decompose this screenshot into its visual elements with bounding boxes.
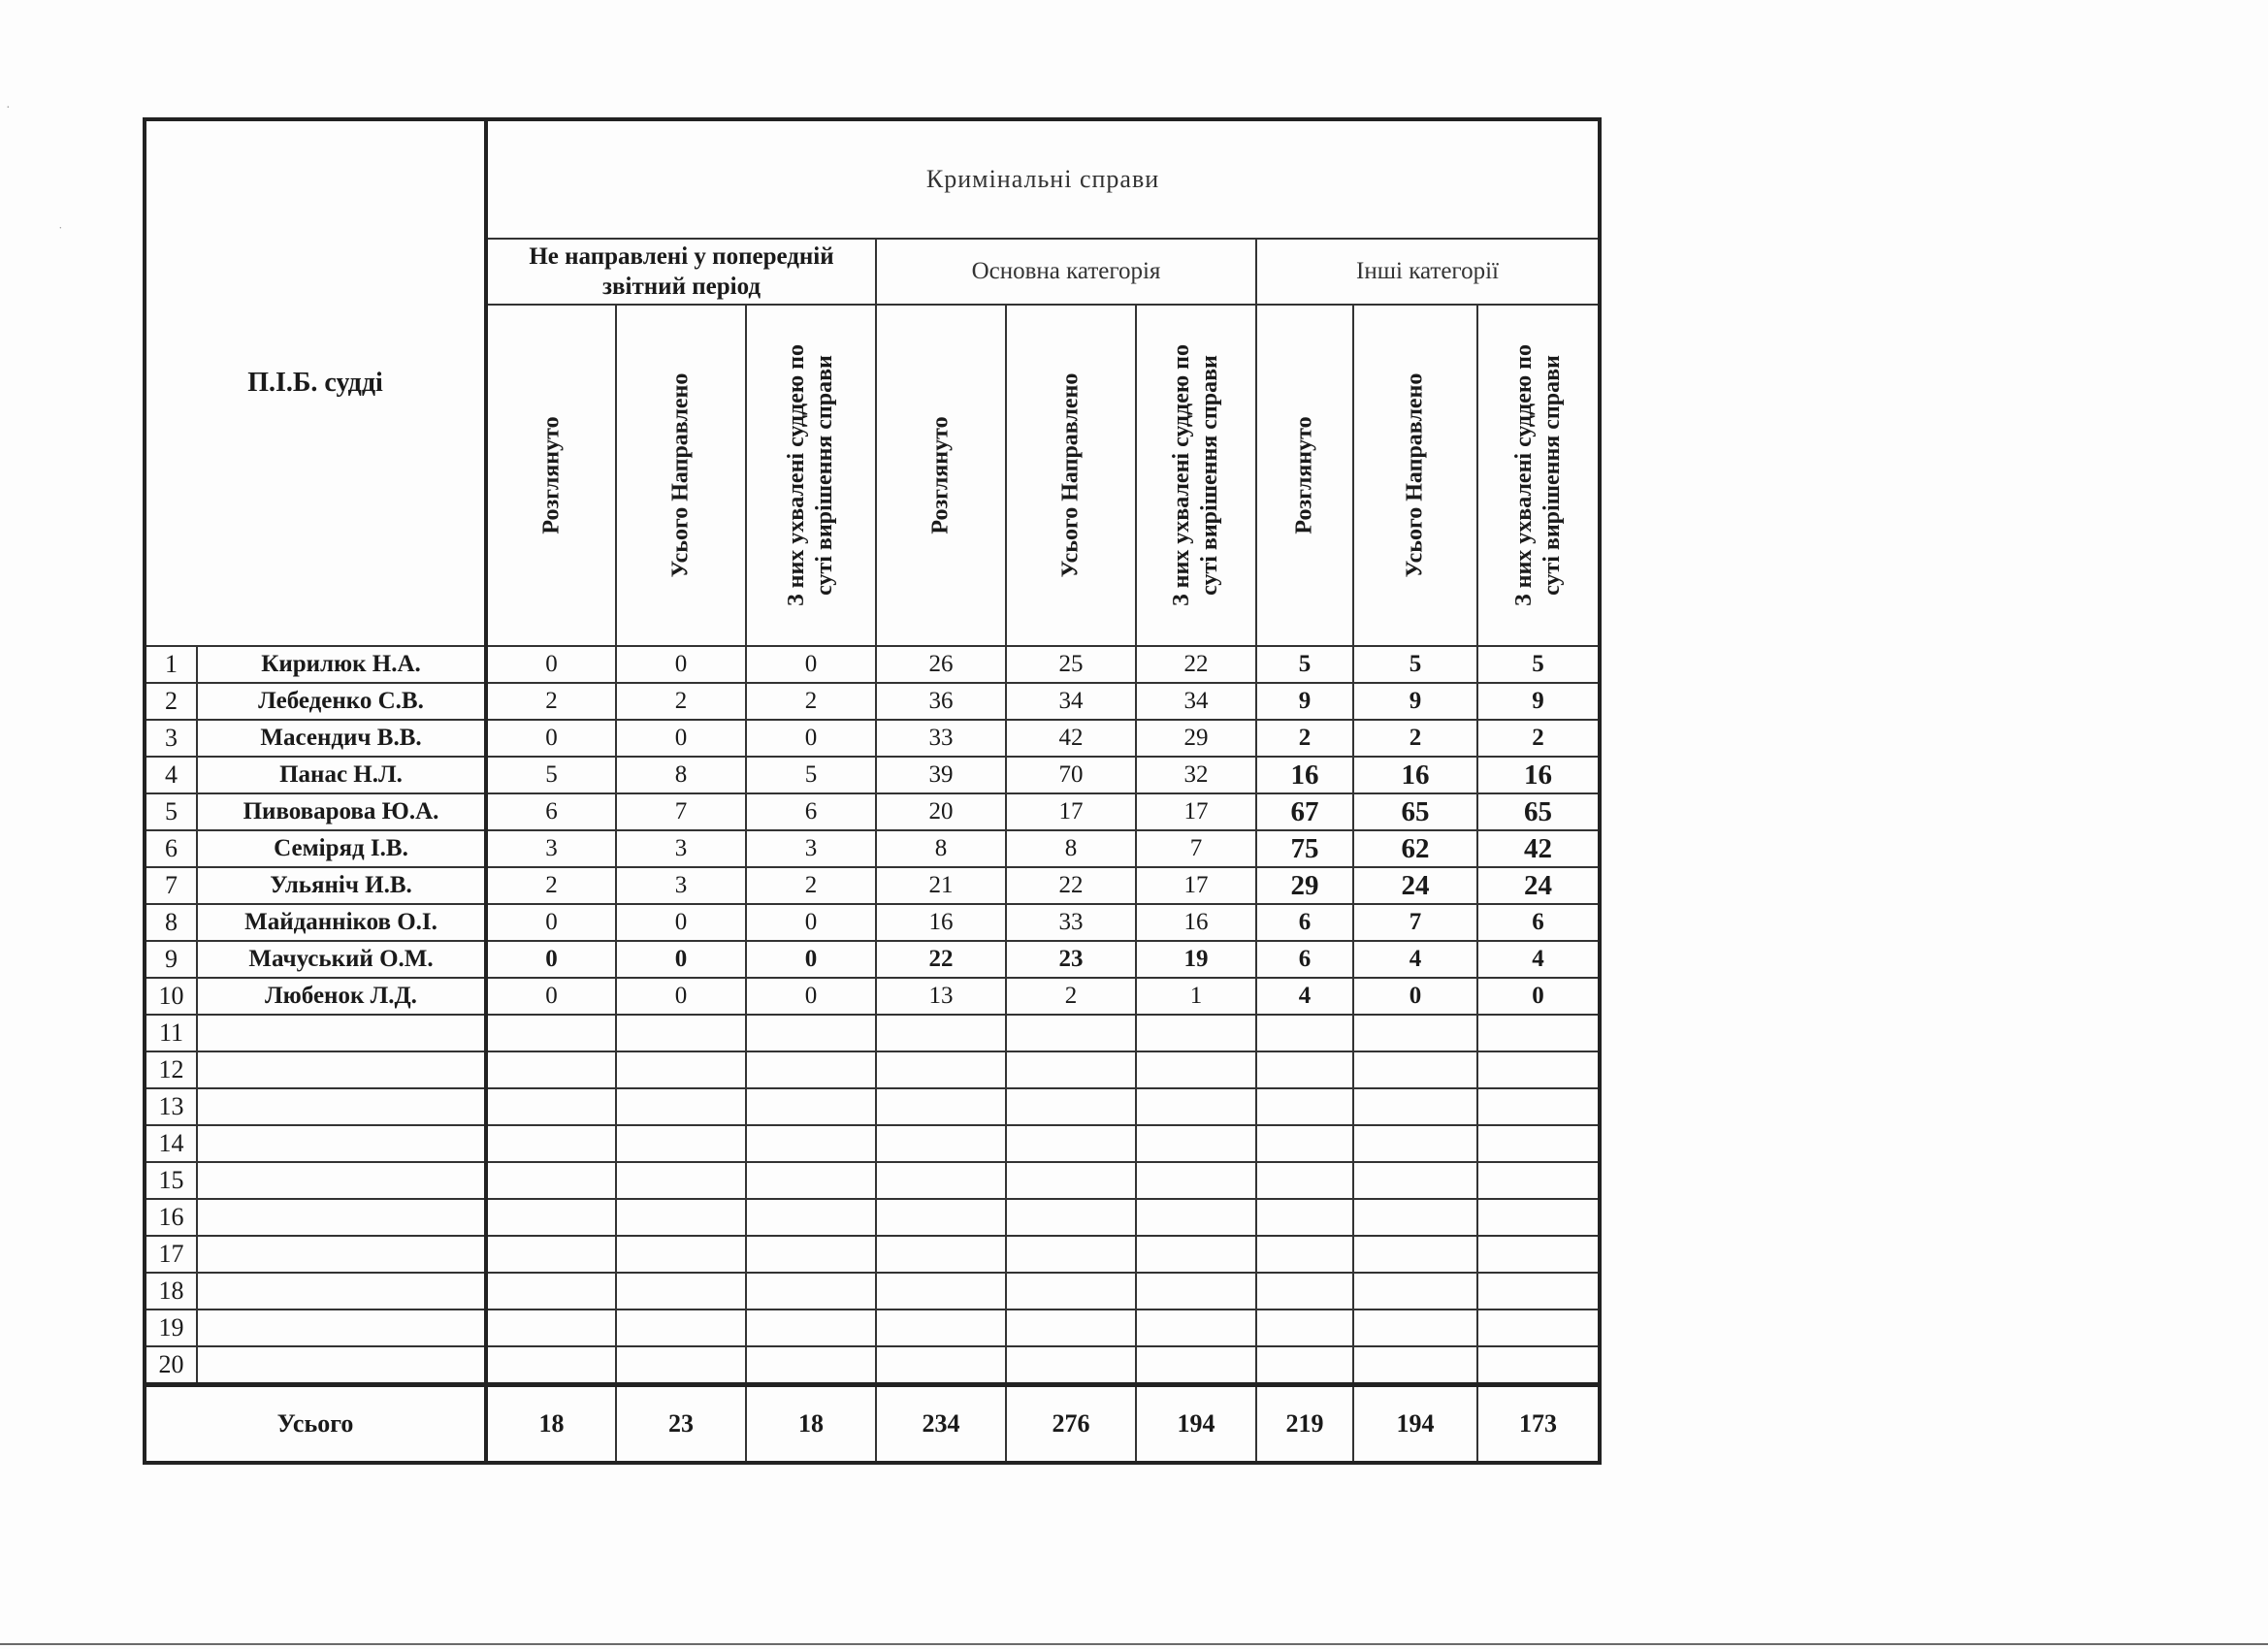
value-cell: 42 (1477, 830, 1600, 867)
table-row (145, 978, 1600, 1015)
value-cell (486, 1125, 616, 1162)
value-cell (1136, 1236, 1256, 1273)
value-cell (1136, 1125, 1256, 1162)
scan-speck: ˙ (58, 225, 63, 240)
value-cell: 6 (486, 793, 616, 830)
value-cell (616, 1273, 746, 1310)
value-cell: 33 (876, 720, 1006, 757)
value-cell (746, 1346, 876, 1385)
value-cell: 7 (1353, 904, 1477, 941)
value-cell (1477, 1199, 1600, 1236)
value-cell (1136, 1051, 1256, 1088)
value-cell (1256, 1236, 1353, 1273)
value-cell (746, 1125, 876, 1162)
value-cell (746, 1088, 876, 1125)
value-cell: 3 (486, 830, 616, 867)
value-cell: 26 (876, 646, 1006, 683)
value-cell (486, 1310, 616, 1346)
value-cell: 3 (616, 867, 746, 904)
table-row (145, 757, 1600, 793)
judge-name: Любенок Л.Д. (197, 978, 486, 1015)
value-cell: 16 (1477, 757, 1600, 793)
value-cell (1477, 1273, 1600, 1310)
value-cell: 8 (1006, 830, 1136, 867)
value-cell: 65 (1353, 793, 1477, 830)
value-cell: 4 (1256, 978, 1353, 1015)
value-cell: 16 (876, 904, 1006, 941)
value-cell (1256, 1015, 1353, 1051)
judge-name (197, 1088, 486, 1125)
value-cell: 0 (1477, 978, 1600, 1015)
value-cell (616, 1125, 746, 1162)
value-cell: 20 (876, 793, 1006, 830)
table-row (145, 1088, 1600, 1125)
value-cell (1477, 1088, 1600, 1125)
value-cell (1136, 1088, 1256, 1125)
value-cell (486, 1162, 616, 1199)
value-cell (746, 1162, 876, 1199)
value-cell: 17 (1136, 793, 1256, 830)
judge-name (197, 1125, 486, 1162)
table-title: Кримінальні справи (486, 119, 1600, 239)
value-cell: 0 (616, 904, 746, 941)
value-cell (1006, 1346, 1136, 1385)
total-cell: 234 (876, 1385, 1006, 1464)
judge-name: Мачуський О.М. (197, 941, 486, 978)
value-cell: 6 (1256, 904, 1353, 941)
row-number: 12 (145, 1051, 197, 1088)
value-cell: 3 (746, 830, 876, 867)
value-cell: 2 (1006, 978, 1136, 1015)
value-cell: 13 (876, 978, 1006, 1015)
value-cell (1136, 1199, 1256, 1236)
value-cell (1136, 1346, 1256, 1385)
row-number: 19 (145, 1310, 197, 1346)
criminal-cases-table (143, 117, 1602, 1465)
group-header-main-category: Основна категорія (876, 239, 1256, 305)
row-number: 14 (145, 1125, 197, 1162)
table-row (145, 1015, 1600, 1051)
value-cell: 0 (616, 646, 746, 683)
value-cell (486, 1088, 616, 1125)
value-cell (486, 1199, 616, 1236)
value-cell (876, 1236, 1006, 1273)
value-cell: 8 (616, 757, 746, 793)
judge-name (197, 1273, 486, 1310)
value-cell: 23 (1006, 941, 1136, 978)
table-row (145, 941, 1600, 978)
value-cell: 34 (1006, 683, 1136, 720)
value-cell (616, 1051, 746, 1088)
row-number: 3 (145, 720, 197, 757)
table-row (145, 1236, 1600, 1273)
table-row (145, 683, 1600, 720)
value-cell: 5 (1256, 646, 1353, 683)
value-cell (1353, 1162, 1477, 1199)
value-cell: 62 (1353, 830, 1477, 867)
table-row (145, 1346, 1600, 1385)
value-cell: 2 (746, 683, 876, 720)
value-cell (1353, 1015, 1477, 1051)
value-cell: 8 (876, 830, 1006, 867)
value-cell: 0 (486, 978, 616, 1015)
value-cell (1477, 1236, 1600, 1273)
value-cell: 0 (616, 720, 746, 757)
value-cell (616, 1199, 746, 1236)
value-cell: 25 (1006, 646, 1136, 683)
table-row (145, 830, 1600, 867)
total-cell: 276 (1006, 1385, 1136, 1464)
value-cell: 0 (616, 941, 746, 978)
value-cell (876, 1051, 1006, 1088)
group-header-line: Не направлені у попередній (529, 242, 834, 270)
value-cell: 0 (486, 646, 616, 683)
value-cell: 0 (486, 941, 616, 978)
value-cell (1353, 1273, 1477, 1310)
total-cell: 23 (616, 1385, 746, 1464)
value-cell: 39 (876, 757, 1006, 793)
subheader-decided: З них ухвалені суддею по суті вирішення справи (1477, 305, 1600, 646)
judge-name: Масендич В.В. (197, 720, 486, 757)
value-cell (876, 1088, 1006, 1125)
value-cell: 9 (1353, 683, 1477, 720)
value-cell (1006, 1015, 1136, 1051)
judge-name (197, 1236, 486, 1273)
total-cell: 173 (1477, 1385, 1600, 1464)
judge-name (197, 1199, 486, 1236)
value-cell: 17 (1006, 793, 1136, 830)
total-row (145, 1385, 1600, 1464)
value-cell: 0 (746, 941, 876, 978)
value-cell (1136, 1273, 1256, 1310)
value-cell (1006, 1273, 1136, 1310)
row-number: 10 (145, 978, 197, 1015)
value-cell: 0 (616, 978, 746, 1015)
value-cell: 6 (1477, 904, 1600, 941)
value-cell: 42 (1006, 720, 1136, 757)
row-number: 1 (145, 646, 197, 683)
value-cell (486, 1273, 616, 1310)
value-cell (486, 1346, 616, 1385)
value-cell (1477, 1162, 1600, 1199)
table-row (145, 720, 1600, 757)
value-cell (1353, 1125, 1477, 1162)
judge-name (197, 1051, 486, 1088)
value-cell (1256, 1199, 1353, 1236)
value-cell (1353, 1236, 1477, 1273)
table-row (145, 793, 1600, 830)
total-cell: 219 (1256, 1385, 1353, 1464)
value-cell (746, 1199, 876, 1236)
value-cell (1006, 1051, 1136, 1088)
row-number: 17 (145, 1236, 197, 1273)
row-number: 15 (145, 1162, 197, 1199)
value-cell: 2 (486, 683, 616, 720)
judge-name: Майданніков О.І. (197, 904, 486, 941)
value-cell: 3 (616, 830, 746, 867)
value-cell: 0 (746, 720, 876, 757)
value-cell: 5 (1353, 646, 1477, 683)
row-number: 11 (145, 1015, 197, 1051)
value-cell (1477, 1051, 1600, 1088)
judge-name: Панас Н.Л. (197, 757, 486, 793)
value-cell (1477, 1015, 1600, 1051)
row-number: 9 (145, 941, 197, 978)
value-cell (1256, 1125, 1353, 1162)
value-cell (1136, 1310, 1256, 1346)
value-cell (1006, 1236, 1136, 1273)
judge-name (197, 1346, 486, 1385)
value-cell: 33 (1006, 904, 1136, 941)
value-cell: 6 (1256, 941, 1353, 978)
value-cell: 7 (1136, 830, 1256, 867)
table-row (145, 1125, 1600, 1162)
value-cell (876, 1310, 1006, 1346)
value-cell (1006, 1125, 1136, 1162)
value-cell: 5 (486, 757, 616, 793)
value-cell: 29 (1256, 867, 1353, 904)
value-cell (616, 1236, 746, 1273)
subheader-total-sent: Усього Направлено (1353, 305, 1477, 646)
table-row (145, 1051, 1600, 1088)
value-cell (486, 1015, 616, 1051)
judge-name: Лебеденко С.В. (197, 683, 486, 720)
table-row (145, 1273, 1600, 1310)
value-cell: 34 (1136, 683, 1256, 720)
row-number: 4 (145, 757, 197, 793)
judge-name: Пивоварова Ю.А. (197, 793, 486, 830)
value-cell (616, 1346, 746, 1385)
value-cell: 0 (746, 904, 876, 941)
value-cell (1256, 1088, 1353, 1125)
row-number: 16 (145, 1199, 197, 1236)
value-cell: 29 (1136, 720, 1256, 757)
value-cell: 65 (1477, 793, 1600, 830)
value-cell (876, 1199, 1006, 1236)
value-cell (1136, 1162, 1256, 1199)
value-cell: 9 (1256, 683, 1353, 720)
value-cell (616, 1162, 746, 1199)
value-cell: 0 (746, 646, 876, 683)
value-cell (1353, 1346, 1477, 1385)
value-cell: 0 (486, 904, 616, 941)
value-cell: 2 (746, 867, 876, 904)
value-cell: 4 (1477, 941, 1600, 978)
row-number: 13 (145, 1088, 197, 1125)
value-cell: 0 (746, 978, 876, 1015)
row-number: 18 (145, 1273, 197, 1310)
value-cell: 0 (486, 720, 616, 757)
value-cell: 2 (486, 867, 616, 904)
value-cell (1353, 1199, 1477, 1236)
value-cell: 24 (1353, 867, 1477, 904)
value-cell: 24 (1477, 867, 1600, 904)
value-cell (1006, 1310, 1136, 1346)
value-cell: 2 (616, 683, 746, 720)
value-cell (876, 1346, 1006, 1385)
row-number: 20 (145, 1346, 197, 1385)
value-cell (1353, 1310, 1477, 1346)
total-cell: 194 (1136, 1385, 1256, 1464)
value-cell: 9 (1477, 683, 1600, 720)
table-row (145, 1199, 1600, 1236)
value-cell: 5 (1477, 646, 1600, 683)
value-cell (746, 1015, 876, 1051)
judge-name: Семіряд І.В. (197, 830, 486, 867)
judge-name (197, 1162, 486, 1199)
value-cell (1477, 1346, 1600, 1385)
value-cell (1256, 1051, 1353, 1088)
subheader-total-sent: Усього Направлено (616, 305, 746, 646)
table-row (145, 867, 1600, 904)
judge-name (197, 1015, 486, 1051)
table-row (145, 1310, 1600, 1346)
value-cell (1136, 1015, 1256, 1051)
value-cell (1256, 1310, 1353, 1346)
scan-speck: · (6, 101, 11, 115)
value-cell: 36 (876, 683, 1006, 720)
group-header-other-categories: Інші категорії (1256, 239, 1600, 305)
value-cell (876, 1125, 1006, 1162)
value-cell: 22 (1006, 867, 1136, 904)
total-cell: 18 (486, 1385, 616, 1464)
value-cell (1477, 1125, 1600, 1162)
value-cell: 2 (1477, 720, 1600, 757)
value-cell (1006, 1199, 1136, 1236)
value-cell: 0 (1353, 978, 1477, 1015)
value-cell (876, 1162, 1006, 1199)
total-cell: 194 (1353, 1385, 1477, 1464)
value-cell: 1 (1136, 978, 1256, 1015)
value-cell (746, 1273, 876, 1310)
subheader-decided: З них ухвалені суддею по суті вирішення справи (1136, 305, 1256, 646)
value-cell (486, 1051, 616, 1088)
value-cell (1353, 1051, 1477, 1088)
value-cell (1006, 1088, 1136, 1125)
value-cell: 2 (1353, 720, 1477, 757)
value-cell (616, 1015, 746, 1051)
value-cell: 17 (1136, 867, 1256, 904)
value-cell: 75 (1256, 830, 1353, 867)
row-number: 7 (145, 867, 197, 904)
subheader-total-sent: Усього Направлено (1006, 305, 1136, 646)
judge-name: Ульяніч И.В. (197, 867, 486, 904)
value-cell: 7 (616, 793, 746, 830)
value-cell: 32 (1136, 757, 1256, 793)
judge-name: Кирилюк Н.А. (197, 646, 486, 683)
value-cell: 70 (1006, 757, 1136, 793)
value-cell (876, 1015, 1006, 1051)
value-cell (1256, 1162, 1353, 1199)
table-row (145, 904, 1600, 941)
value-cell: 21 (876, 867, 1006, 904)
value-cell (1353, 1088, 1477, 1125)
judge-name (197, 1310, 486, 1346)
page-edge (0, 1643, 2268, 1645)
value-cell: 16 (1353, 757, 1477, 793)
value-cell: 22 (1136, 646, 1256, 683)
subheader-considered: Розглянуто (1256, 305, 1353, 646)
total-cell: 18 (746, 1385, 876, 1464)
value-cell (746, 1236, 876, 1273)
value-cell (876, 1273, 1006, 1310)
value-cell (1006, 1162, 1136, 1199)
subheader-considered: Розглянуто (486, 305, 616, 646)
value-cell (616, 1088, 746, 1125)
value-cell (746, 1051, 876, 1088)
value-cell (616, 1310, 746, 1346)
group-header-previous-period (486, 239, 876, 305)
value-cell: 19 (1136, 941, 1256, 978)
total-label: Усього (145, 1385, 486, 1464)
value-cell: 67 (1256, 793, 1353, 830)
row-number: 6 (145, 830, 197, 867)
judge-name-header: П.І.Б. судді (145, 119, 486, 646)
subheader-considered: Розглянуто (876, 305, 1006, 646)
table-row (145, 646, 1600, 683)
value-cell: 16 (1136, 904, 1256, 941)
row-number: 2 (145, 683, 197, 720)
value-cell: 5 (746, 757, 876, 793)
value-cell (1256, 1346, 1353, 1385)
row-number: 5 (145, 793, 197, 830)
value-cell: 4 (1353, 941, 1477, 978)
value-cell (486, 1236, 616, 1273)
value-cell: 16 (1256, 757, 1353, 793)
value-cell (746, 1310, 876, 1346)
value-cell (1256, 1273, 1353, 1310)
value-cell (1477, 1310, 1600, 1346)
group-header-line: звітний період (601, 274, 761, 300)
subheader-decided: З них ухвалені суддею по суті вирішення справи (746, 305, 876, 646)
table-row (145, 1162, 1600, 1199)
value-cell: 2 (1256, 720, 1353, 757)
value-cell: 6 (746, 793, 876, 830)
row-number: 8 (145, 904, 197, 941)
value-cell: 22 (876, 941, 1006, 978)
